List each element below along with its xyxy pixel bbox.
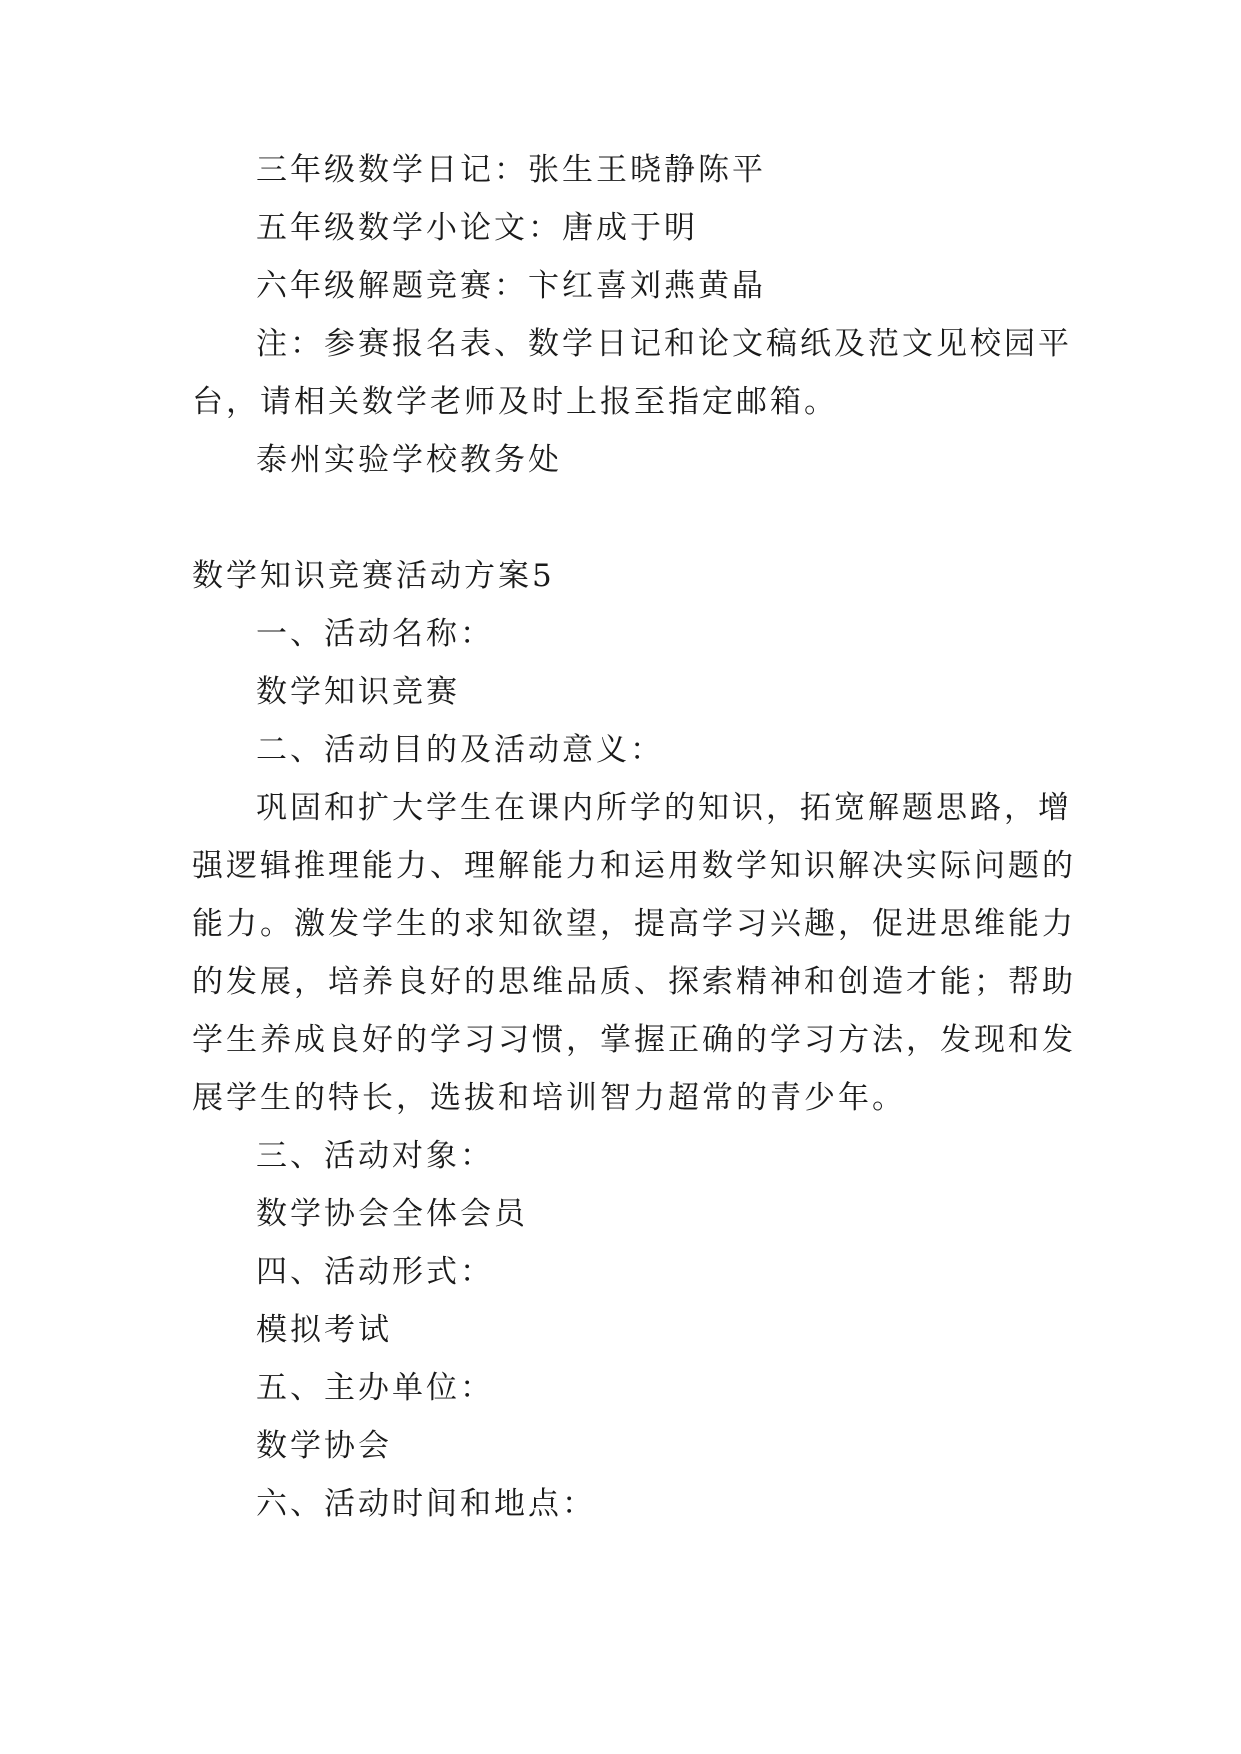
section-4-title: 四、活动形式： bbox=[256, 1254, 494, 1290]
section-3-title: 三、活动对象： bbox=[256, 1138, 494, 1174]
paragraph-line-5: 学生养成良好的学习习惯，掌握正确的学习方法，发现和发 bbox=[192, 1022, 1076, 1058]
award-line-grade5: 五年级数学小论文：唐成于明 bbox=[256, 210, 698, 246]
section-1-body: 数学知识竞赛 bbox=[256, 674, 460, 710]
paragraph-line-2: 强逻辑推理能力、理解能力和运用数学知识解决实际问题的 bbox=[192, 848, 1076, 884]
note-line-2: 台，请相关数学老师及时上报至指定邮箱。 bbox=[192, 384, 838, 420]
section-5-body: 数学协会 bbox=[256, 1428, 392, 1464]
section-2-title: 二、活动目的及活动意义： bbox=[256, 732, 664, 768]
paragraph-line-1: 巩固和扩大学生在课内所学的知识，拓宽解题思路，增 bbox=[256, 790, 1072, 826]
section-1-title: 一、活动名称： bbox=[256, 616, 494, 652]
section-4-body: 模拟考试 bbox=[256, 1312, 392, 1348]
section-3-body: 数学协会全体会员 bbox=[256, 1196, 528, 1232]
signature: 泰州实验学校教务处 bbox=[256, 442, 562, 478]
award-line-grade3: 三年级数学日记：张生王晓静陈平 bbox=[256, 152, 766, 188]
section-heading: 数学知识竞赛活动方案5 bbox=[192, 558, 555, 594]
paragraph-line-6: 展学生的特长，选拔和培训智力超常的青少年。 bbox=[192, 1080, 906, 1116]
note-line-1: 注：参赛报名表、数学日记和论文稿纸及范文见校园平 bbox=[256, 326, 1072, 362]
section-5-title: 五、主办单位： bbox=[256, 1370, 494, 1406]
paragraph-line-4: 的发展，培养良好的思维品质、探索精神和创造才能；帮助 bbox=[192, 964, 1076, 1000]
section-6-title: 六、活动时间和地点： bbox=[256, 1486, 596, 1522]
award-line-grade6: 六年级解题竞赛：卞红喜刘燕黄晶 bbox=[256, 268, 766, 304]
paragraph-line-3: 能力。激发学生的求知欲望，提高学习兴趣，促进思维能力 bbox=[192, 906, 1076, 942]
